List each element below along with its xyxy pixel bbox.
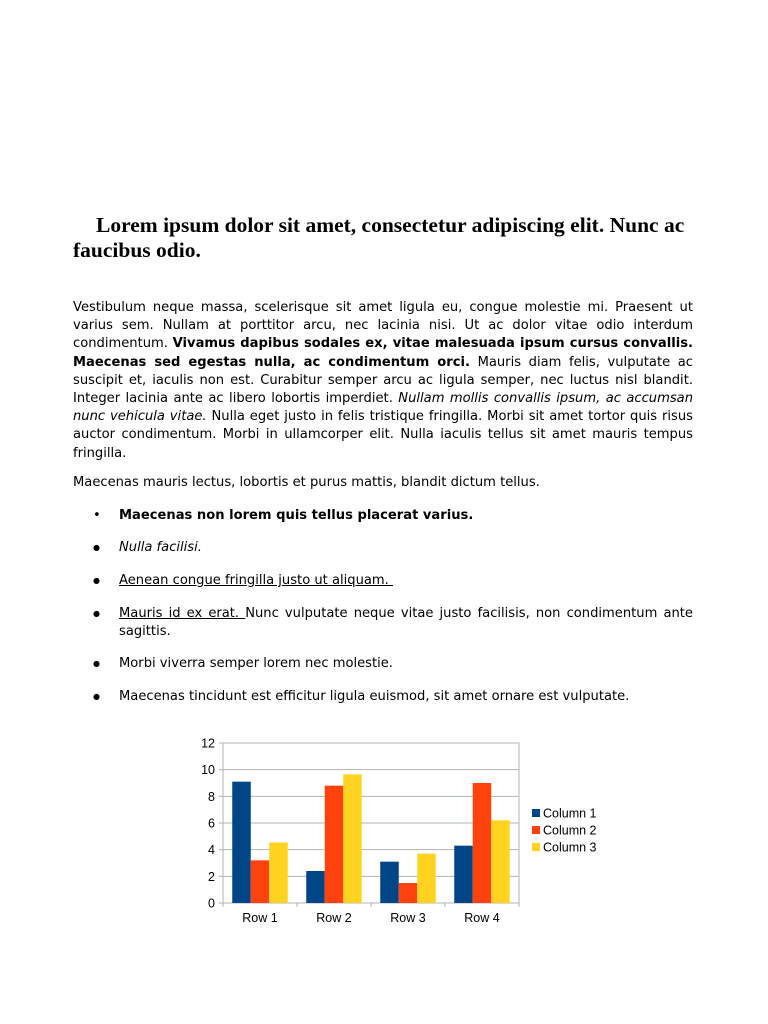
bar (269, 842, 288, 903)
paragraph-1-text-a: Vestibulum neque massa, scelerisque sit amet ligula eu, congue molestie mi. Praesent ut varius sem. Nullam at porttitor arcu, nec lacinia nisi. Ut ac dolor vitae odio interdum condimentum. (73, 300, 693, 352)
y-tick-label: 6 (208, 816, 215, 831)
y-tick-label: 10 (201, 763, 215, 778)
y-tick-label: 2 (208, 869, 215, 884)
paragraph-1-text-c: Nulla eget justo in felis tristique fringilla. Morbi sit amet tortor quis risus auctor condimentum. Morbi in ullamcorper elit. Nulla iaculis tellus sit amet mauris tempus fringilla. (73, 409, 693, 461)
document-heading: Lorem ipsum dolor sit amet, consectetur adipiscing elit. Nunc ac faucibus odio. (73, 213, 685, 262)
list-item-text-wrap (119, 572, 693, 590)
list-item (73, 572, 693, 590)
bar-chart-svg (190, 730, 620, 935)
bullet-marker: • (93, 508, 101, 523)
legend-swatch (532, 843, 540, 851)
list-item (73, 539, 693, 557)
bar (491, 820, 510, 903)
list-item (73, 605, 693, 641)
list-item-text: Maecenas non lorem quis tellus placerat varius. (119, 508, 474, 523)
bar (417, 854, 436, 903)
list-item-text: Nulla facilisi. (119, 540, 202, 555)
list-item-text-wrap (119, 605, 693, 641)
bullet-marker: ● (93, 659, 100, 668)
legend-swatch (532, 826, 540, 834)
list-item-underlined-text: Mauris id ex erat. (119, 606, 246, 621)
bar (232, 782, 251, 903)
legend-swatch (532, 809, 540, 817)
bullet-marker: ● (93, 543, 100, 552)
bullet-marker: ● (93, 576, 100, 585)
bar (380, 862, 399, 903)
bullet-marker: ● (93, 692, 100, 701)
bar (473, 783, 492, 903)
list-item-text: Maecenas tincidunt est efficitur ligula euismod, sit amet ornare est vulputate. (119, 689, 630, 704)
list-item (73, 507, 693, 525)
bar (454, 846, 473, 903)
body-paragraph-2: Maecenas mauris lectus, lobortis et purus mattis, blandit dictum tellus. (73, 475, 540, 490)
x-tick-label: Row 3 (390, 911, 426, 925)
x-tick-label: Row 1 (242, 911, 278, 925)
bar (399, 883, 418, 903)
list-item-text: Morbi viverra semper lorem nec molestie. (119, 656, 393, 671)
paragraph-1-bold-text: Vivamus dapibus sodales ex, vitae malesuada ipsum cursus convallis. Maecenas sed egestas nulla, ac condimentum orci. (73, 336, 693, 370)
y-tick-label: 12 (201, 736, 215, 751)
y-tick-label: 0 (208, 896, 215, 911)
paragraph-1-italic-text: Nullam mollis convallis ipsum, ac accumsan nunc vehicula vitae. (73, 391, 693, 425)
legend-label: Column 3 (543, 840, 597, 855)
y-tick-label: 8 (208, 789, 215, 804)
x-tick-label: Row 4 (464, 911, 500, 925)
legend-label: Column 2 (543, 823, 597, 838)
list-item (73, 688, 693, 706)
bar (325, 786, 344, 903)
x-tick-label: Row 2 (316, 911, 352, 925)
list-item-text: Aenean congue fringilla justo ut aliquam. (119, 573, 393, 588)
y-tick-label: 4 (208, 843, 215, 858)
legend-label: Column 1 (543, 806, 597, 821)
paragraph-1-text-b: Mauris diam felis, vulputate ac suscipit et, iaculis non est. Curabitur semper arcu ac ligula semper, nec luctus nisl blandit. Integer lacinia ante ac libero lobortis imperdiet. (73, 354, 693, 407)
bar (251, 860, 270, 903)
body-paragraph-1 (73, 299, 693, 463)
bar-chart (190, 730, 620, 940)
list-item (73, 655, 693, 673)
bullet-marker: ● (93, 609, 100, 618)
bar (343, 774, 362, 903)
bar (306, 871, 325, 903)
list-item-text: Nunc vulputate neque vitae justo facilisis, non condimentum ante sagittis. (119, 606, 693, 640)
